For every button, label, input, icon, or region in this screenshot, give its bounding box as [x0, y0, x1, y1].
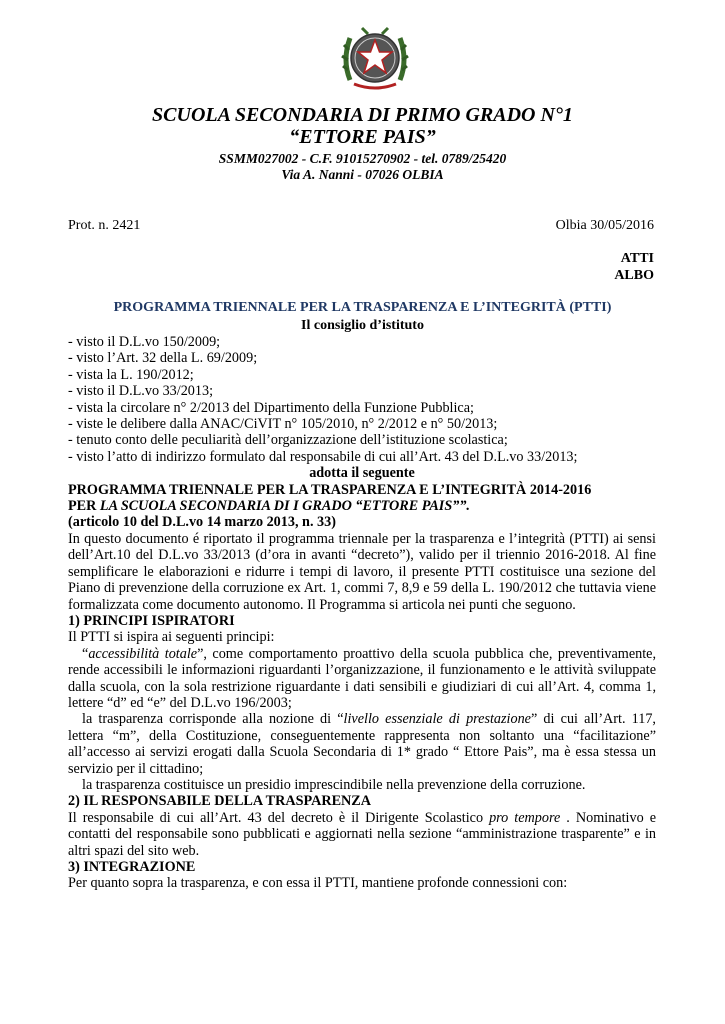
- distribution-albo: ALBO: [614, 268, 654, 283]
- principle-level: livello essenziale di prestazione: [343, 711, 531, 728]
- programme-for: [68, 498, 656, 514]
- consideration-item: - visto il D.L.vo 150/2009;: [68, 334, 221, 350]
- consideration-item: - visto l’atto di indirizzo formulato dal responsabile di cui all’Art. 43 del D.L.vo 33/2013;: [68, 448, 578, 465]
- school-subname: “ETTORE PAIS”: [289, 126, 436, 148]
- consideration-item: - vista la circolare n° 2/2013 del Dipartimento della Funzione Pubblica;: [68, 399, 474, 416]
- section-3-heading: 3) INTEGRAZIONE: [68, 859, 196, 875]
- consideration-item: - visto l’Art. 32 della L. 69/2009;: [68, 350, 258, 367]
- republic-emblem: [340, 20, 410, 92]
- programme-school: LA SCUOLA SECONDARIA DI I GRADO “ETTORE PAIS”: [99, 498, 460, 515]
- section-2-text-rest: . Nominativo e contatti del responsabile sono pubblicati e aggiornati nella sezione “amministrazione trasparente” e in altri spazi del sito web.: [68, 809, 656, 859]
- consideration-item: - viste le delibere dalla ANAC/CiVIT n° 105/2010, n° 2/2012 e n° 50/2013;: [68, 416, 498, 433]
- consideration-item: - visto il D.L.vo 33/2013;: [68, 383, 214, 400]
- consideration-item: - vista la L. 190/2012;: [68, 366, 194, 383]
- distribution-atti: ATTI: [620, 251, 654, 266]
- principle-text: la trasparenza corrisponde alla nozione di “: [82, 711, 344, 728]
- section-3-text: Per quanto sopra la trasparenza, e con essa il PTTI, mantiene profonde connessioni con:: [68, 875, 568, 892]
- document-title: PROGRAMMA TRIENNALE PER LA TRASPARENZA E L’INTEGRITÀ (PTTI): [113, 300, 612, 315]
- programme-reference: (articolo 10 del D.L.vo 14 marzo 2013, n. 33): [68, 514, 336, 531]
- intro-paragraph: In questo documento é riportato il programma triennale per la trasparenza e l’integrità (PTTI) ai sensi dell’Art.10 del D.L.vo 33/2013 (d’ora in avanti “decreto”), valido per il triennio 2016-2018. Al fine semplificare le elaborazioni e ridurre i tempi di lavoro, il presente PTTI costituisce una sezione del Piano di prevenzione della corruzione ex Art. 1, commi 7, 8,9 e 59 della L. 190/2012 che tuttavia viene formalizzata come documento autonomo. Il Programma si articola nei punti che seguono.: [68, 530, 656, 613]
- document-date: Olbia 30/05/2016: [555, 218, 654, 233]
- school-address: Via A. Nanni - 07026 OLBIA: [281, 167, 444, 182]
- section-2-text: [68, 810, 656, 859]
- document-subtitle: Il consiglio d’istituto: [301, 318, 424, 333]
- section-1-heading: 1) PRINCIPI ISPIRATORI: [68, 612, 235, 629]
- principle-item: [68, 711, 656, 777]
- school-name: SCUOLA SECONDARIA DI PRIMO GRADO N°1: [152, 104, 573, 126]
- principle-item: [68, 646, 656, 712]
- principle-text: ”, come comportamento proattivo della scuola pubblica che, preventivamente, rende accessibili le informazioni riguardanti l’organizzazione, il funzionamento e le attività sviluppate dalla scuola, con la sola restrizione riguardante i dati sensibili e giudiziari di cui all’Art. 4, comma 1, lettere “d” ed “e” del D.L.vo 196/2003;: [68, 645, 656, 711]
- programme-for-suffix: ”.: [459, 498, 470, 515]
- document-body: [68, 334, 656, 892]
- programme-for-prefix: PER: [68, 498, 100, 515]
- protocol-number: Prot. n. 2421: [68, 218, 141, 233]
- school-codes: SSMM027002 - C.F. 91015270902 - tel. 0789/25420: [218, 151, 507, 166]
- principle-text: ” di cui all’Art. 117, lettera “m”, della Costituzione, conseguentemente rappresenta non soltanto una “facilitazione” all’accesso ai servizi erogati dalla Scuola Secondaria di 1* grado “ Ettore Pais”, ma è essa stessa un servizio per il cittadino;: [68, 711, 656, 777]
- distribution-block: [614, 250, 654, 284]
- section-1-lead: Il PTTI si ispira ai seguenti principi:: [68, 629, 275, 646]
- principle-text: la trasparenza costituisce un presidio imprescindibile nella prevenzione della corruzione.: [82, 776, 586, 793]
- section-2-text-pre: Il responsabile di cui all’Art. 43 del decreto è il Dirigente Scolastico: [68, 809, 490, 826]
- section-2-pro-tempore: pro tempore: [489, 809, 561, 826]
- consideration-item: - tenuto conto delle peculiarità dell’organizzazione dell’istituzione scolastica;: [68, 432, 508, 449]
- principle-accessibility: accessibilità totale: [88, 645, 198, 662]
- principle-item: [68, 777, 656, 793]
- programme-title: PROGRAMMA TRIENNALE PER LA TRASPARENZA E L’INTEGRITÀ 2014-2016: [68, 481, 592, 498]
- principle-open: “: [82, 645, 89, 662]
- section-2-heading: 2) IL RESPONSABILE DELLA TRASPARENZA: [68, 793, 372, 810]
- adopts-line: adotta il seguente: [309, 465, 415, 482]
